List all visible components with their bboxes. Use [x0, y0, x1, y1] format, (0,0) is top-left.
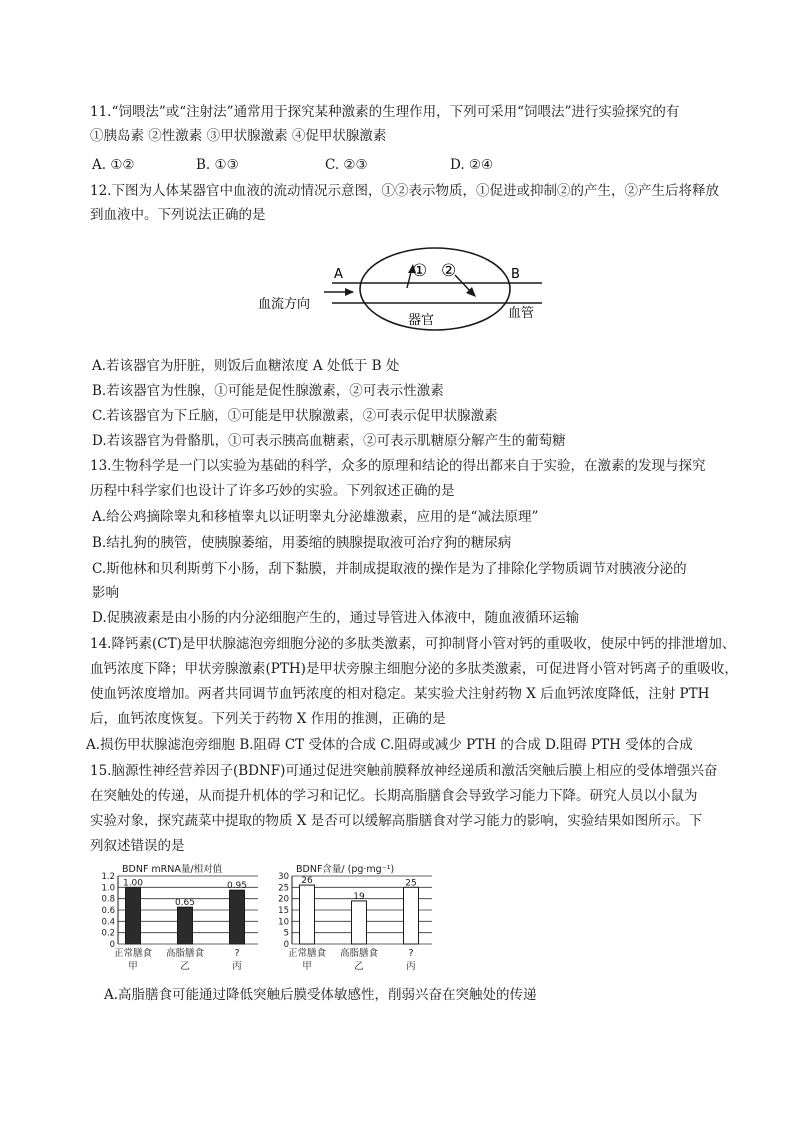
y-tick-label: 20 — [278, 894, 289, 905]
q11-option-d: D. ②④ — [450, 157, 494, 173]
group-label: 丙 — [232, 961, 242, 972]
bar — [178, 907, 193, 944]
y-tick-label: 30 — [278, 872, 289, 882]
y-tick-label: 1.0 — [101, 883, 115, 894]
q11-stem: 11.“饲喂法”或“注射法”通常用于探究某种激素的生理作用，下列可采用“饲喂法”进行实验探究的有 — [90, 104, 680, 120]
bar — [230, 890, 245, 944]
q14-line2: 血钙浓度下降；甲状旁腺激素(PTH)是甲状旁腺主细胞分泌的多肽类激素，可促进肾小管对钙离子的重吸收， — [90, 661, 738, 677]
y-tick-label: 15 — [278, 906, 289, 916]
substance-2: ② — [441, 261, 457, 281]
q13-option-d: D.促胰液素是由小肠的内分泌细胞产生的，通过导管进入体液中，随血液循环运输 — [92, 610, 580, 626]
q15-line2: 在突触处的传递，从而提升机体的学习和记忆。长期高脂膳食会导致学习能力下降。研究人员以小鼠为 — [90, 788, 698, 804]
q12-option-a: A.若该器官为肝脏，则饭后血糖浓度 A 处低于 B 处 — [92, 358, 400, 374]
y-tick-label: 0.6 — [101, 906, 115, 916]
y-tick-label: 1.2 — [101, 872, 115, 882]
data-label: 0.65 — [174, 898, 196, 909]
q15-line1: 15.脑源性神经营养因子(BDNF)可通过促进突触前膜释放神经递质和激活突触后膜上相应的受体增强兴奋 — [90, 763, 718, 779]
chart-title: BDNF含量/ (pg·mg⁻¹) — [296, 864, 395, 875]
label-b: B — [511, 267, 520, 282]
vessel-label: 血管 — [508, 306, 535, 321]
bar — [404, 887, 419, 944]
chart-title: BDNF mRNA量/相对值 — [122, 864, 223, 875]
q14-line3: 使血钙浓度增加。两者共同调节血钙浓度的相对稳定。某实验犬注射药物 X 后血钙浓度降低，注射 PTH — [90, 686, 710, 702]
q12-option-c: C.若该器官为下丘脑，①可能是甲状腺激素，②可表示促甲状腺激素 — [92, 408, 498, 424]
q12-stem-line1: 12.下图为人体某器官中血液的流动情况示意图，①②表示物质，①促进或抑制②的产生，②产生后将释放 — [90, 183, 719, 199]
data-label: 25 — [405, 878, 417, 889]
bdnf-mrna-chart — [88, 862, 268, 977]
data-label: 0.95 — [226, 881, 248, 892]
category-label: 高脂膳食 — [165, 948, 205, 959]
category-label: ? — [408, 948, 414, 959]
data-label: 1.00 — [122, 878, 144, 889]
q11-option-c: C. ②③ — [325, 157, 368, 173]
label-a: A — [334, 267, 343, 282]
group-label: 甲 — [302, 961, 312, 972]
q13-option-c-cont: 影响 — [92, 585, 119, 601]
bar — [126, 887, 141, 944]
q14-line4: 后，血钙浓度恢复。下列关于药物 X 作用的推测，正确的是 — [90, 711, 446, 727]
q12-option-b: B.若该器官为性腺，①可能是促性腺激素，②可表示性激素 — [92, 383, 444, 399]
data-label: 19 — [353, 891, 365, 902]
bar — [300, 885, 315, 944]
y-tick-label: 0.8 — [101, 894, 115, 905]
category-label: 正常膳食 — [113, 948, 153, 959]
group-label: 乙 — [354, 961, 364, 972]
q12-stem-line2: 到血液中。下列说法正确的是 — [90, 207, 266, 223]
flow-arrow-head — [345, 288, 354, 296]
group-label: 丙 — [406, 961, 416, 972]
category-label: ? — [234, 948, 240, 959]
data-label: 26 — [301, 876, 313, 887]
q14-line1: 14.降钙素(CT)是甲状腺滤泡旁细胞分泌的多肽类激素，可抑制肾小管对钙的重吸收，使尿中钙的排泄增加、 — [90, 636, 736, 652]
bar — [352, 901, 367, 944]
y-tick-label: 0.2 — [101, 928, 115, 939]
q11-items: ①胰岛素 ②性激素 ③甲状腺激素 ④促甲状腺激素 — [90, 128, 387, 144]
y-tick-label: 0 — [283, 940, 289, 950]
y-tick-label: 0 — [109, 940, 115, 950]
blood-flow-diagram — [250, 243, 550, 338]
q13-option-b: B.结扎狗的胰管，使胰腺萎缩，用萎缩的胰腺提取液可治疗狗的糖尿病 — [92, 535, 512, 551]
category-label: 高脂膳食 — [339, 948, 379, 959]
q13-stem-line1: 13.生物科学是一门以实验为基础的科学，众多的原理和结论的得出都来自于实验，在激素的发现与探究 — [90, 458, 706, 474]
organ-label: 器官 — [408, 313, 435, 328]
q11-option-b: B. ①③ — [196, 157, 239, 173]
group-label: 乙 — [180, 961, 190, 972]
q13-stem-line2: 历程中科学家们也设计了许多巧妙的实验。下列叙述正确的是 — [90, 483, 455, 499]
group-label: 甲 — [128, 961, 138, 972]
organ-ellipse — [360, 248, 510, 330]
flow-direction-label: 血流方向 — [258, 297, 311, 312]
q15-option-a: A.高脂膳食可能通过降低突触后膜受体敏感性，削弱兴奋在突触处的传递 — [104, 987, 537, 1003]
q13-option-a: A.给公鸡摘除睾丸和移植睾丸以证明睾丸分泌雄激素，应用的是“减法原理” — [92, 509, 539, 525]
category-label: 正常膳食 — [287, 948, 327, 959]
q13-option-c: C.斯他林和贝利斯剪下小肠，刮下黏膜，并制成提取液的操作是为了排除化学物质调节对胰液分泌的 — [92, 561, 687, 577]
y-tick-label: 5 — [283, 928, 289, 939]
q11-option-a: A. ①② — [92, 157, 135, 173]
q15-line4: 列叙述错误的是 — [90, 838, 185, 854]
q14-options: A.损伤甲状腺滤泡旁细胞 B.阻碍 CT 受体的合成 C.阻碍或减少 PTH 的合成 D.阻碍 PTH 受体的合成 — [86, 737, 693, 753]
y-tick-label: 25 — [278, 883, 289, 894]
y-tick-label: 10 — [278, 917, 289, 928]
bdnf-content-chart — [268, 862, 448, 977]
substance-1: ① — [412, 261, 428, 281]
q12-option-d: D.若该器官为骨骼肌，①可表示胰高血糖素，②可表示肌糖原分解产生的葡萄糖 — [92, 433, 566, 449]
y-tick-label: 0.4 — [101, 917, 115, 928]
q15-line3: 实验对象，探究蔬菜中提取的物质 X 是否可以缓解高脂膳食对学习能力的影响，实验结果如图所示。下 — [90, 813, 703, 829]
